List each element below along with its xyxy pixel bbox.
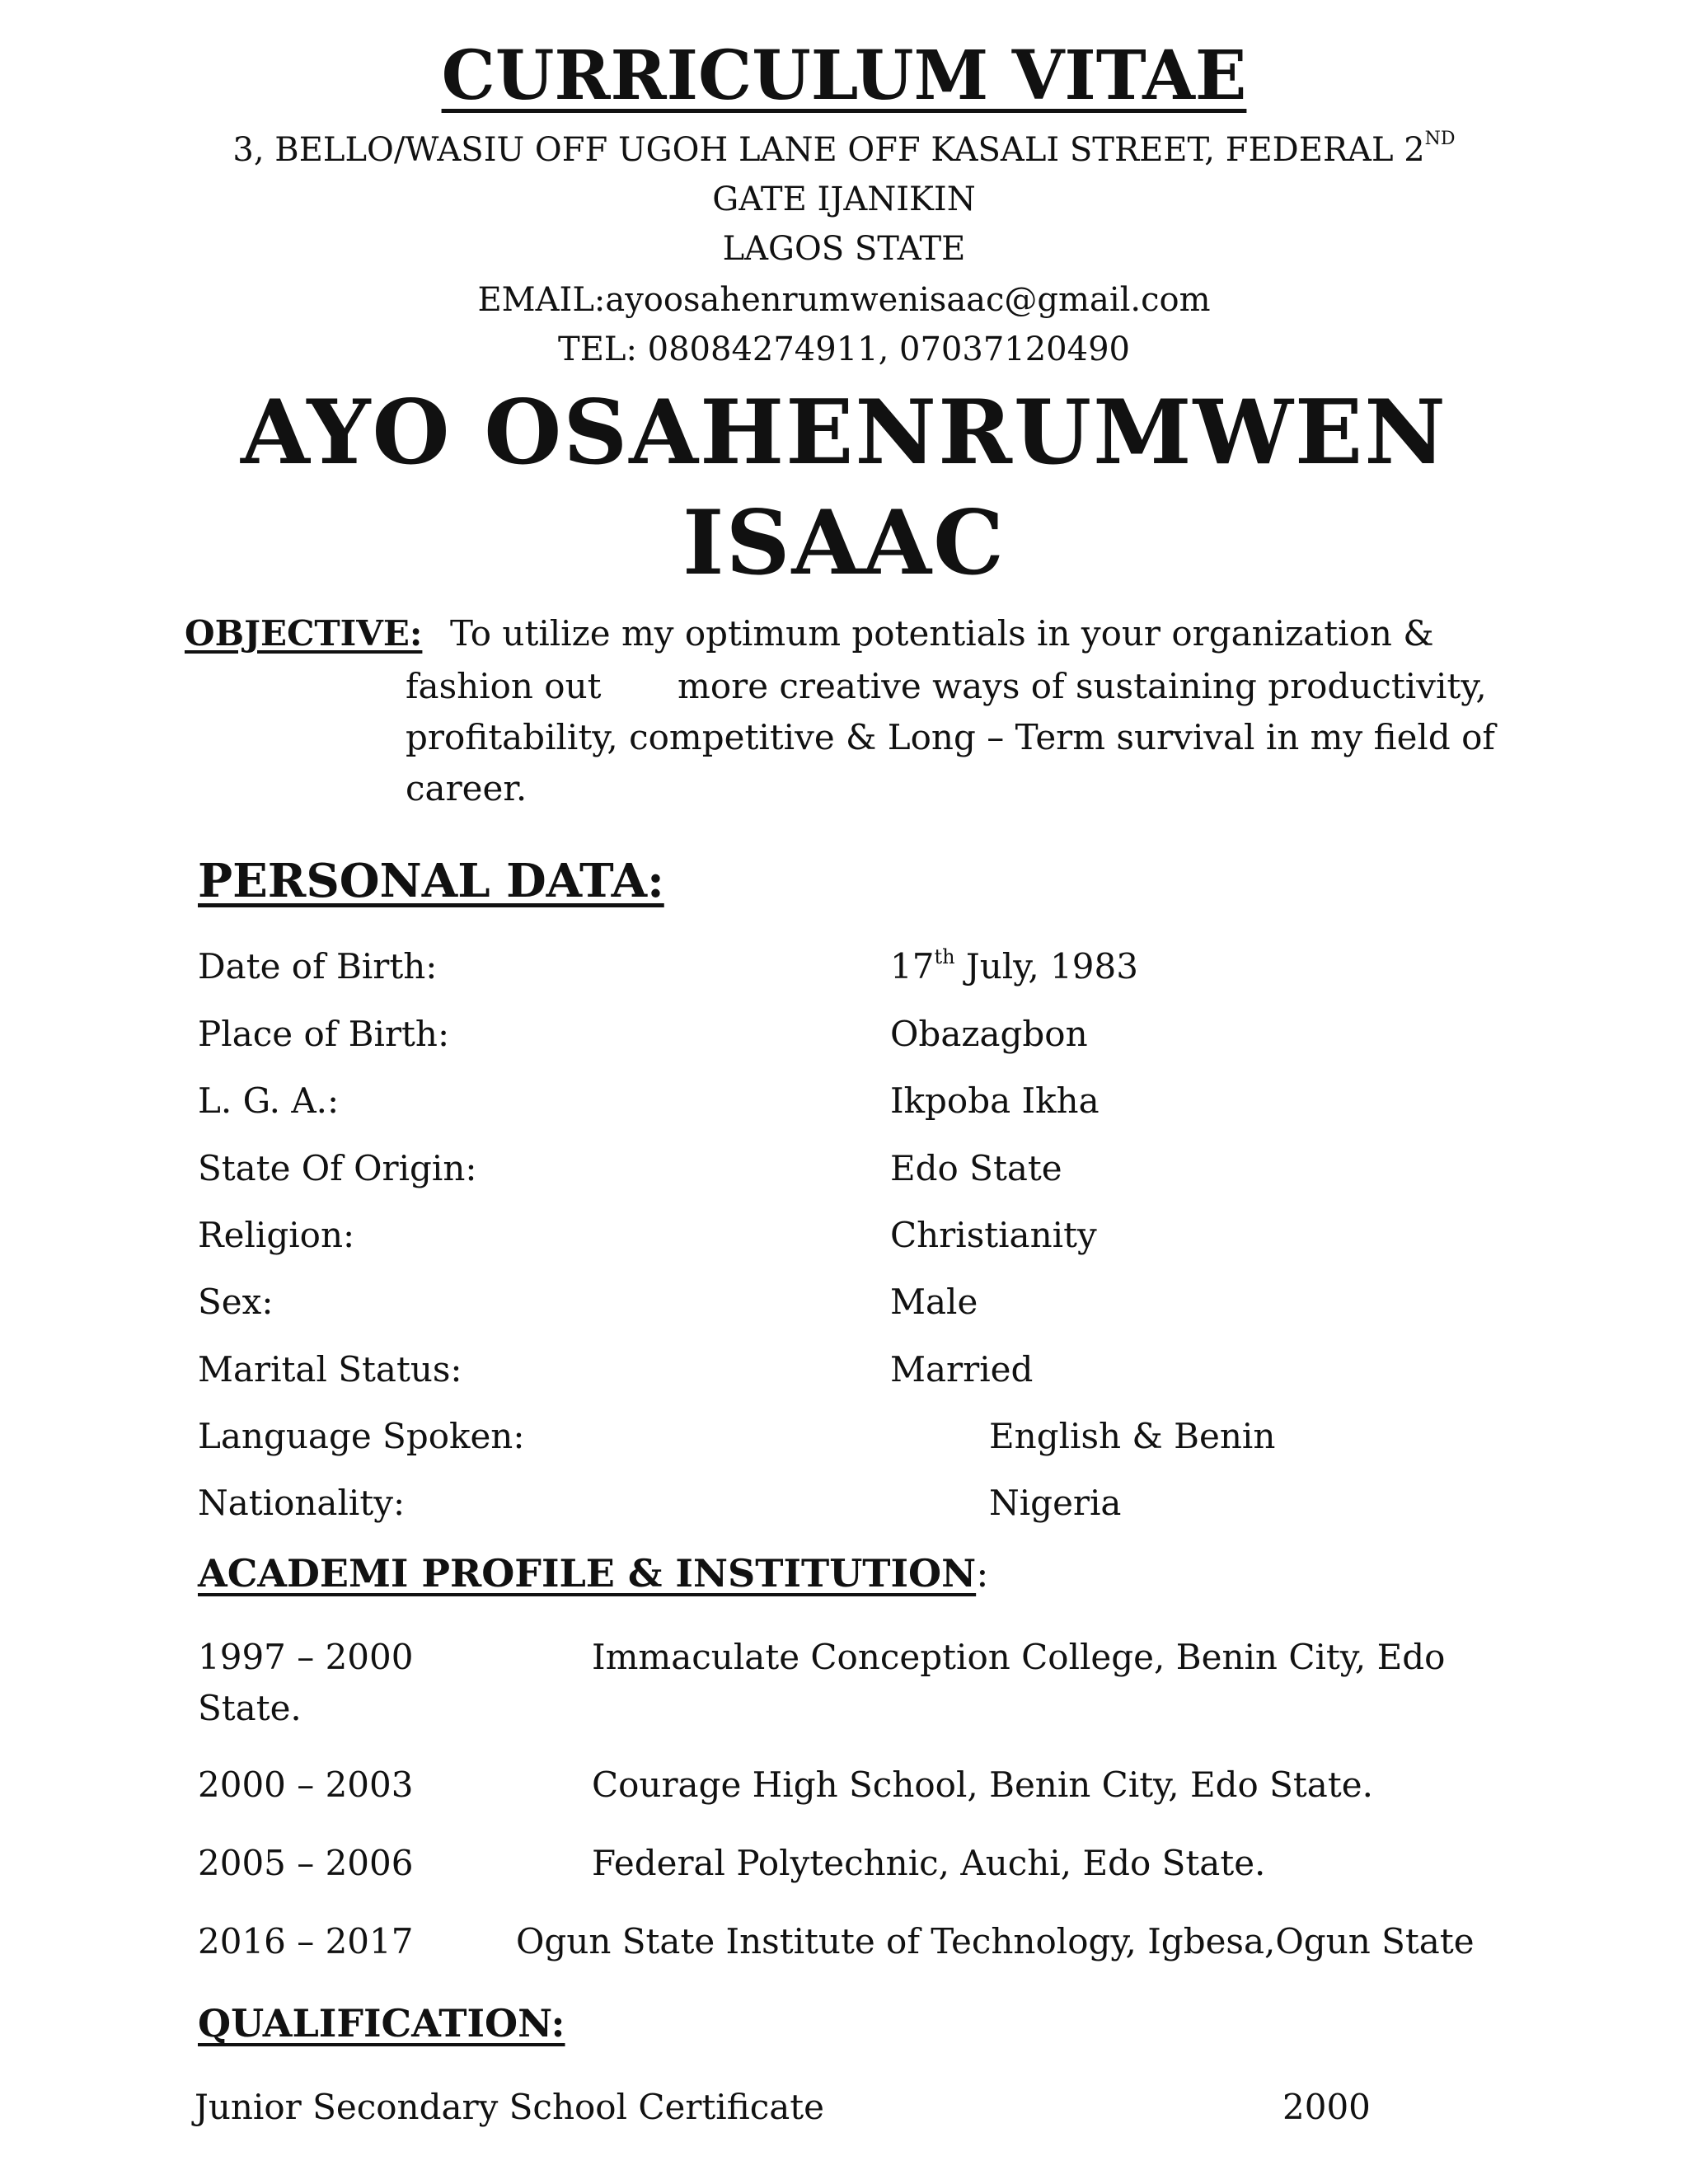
objective-text-line-3: profitability, competitive & Long – Term survival in my field of (406, 717, 1495, 757)
academic-institution-3: Federal Polytechnic, Auchi, Edo State. (592, 1843, 1266, 1883)
personal-value-date-of-birth (890, 946, 1138, 987)
applicant-name-line-1: AYO OSAHENRUMWEN (241, 381, 1447, 485)
address-line-1-text: 3, BELLO/WASIU OFF UGOH LANE OFF KASALI STREET, FEDERAL 2 (232, 131, 1425, 169)
academic-heading-colon: : (976, 1551, 989, 1596)
objective-text-line-1: To utilize my optimum potentials in your organization & (450, 613, 1434, 654)
academic-institution-2: Courage High School, Benin City, Edo State. (592, 1765, 1373, 1805)
dob-day-suffix: th (934, 945, 955, 968)
personal-value-place-of-birth: Obazagbon (890, 1014, 1088, 1054)
personal-label-state-of-origin: State Of Origin: (198, 1148, 477, 1188)
telephone-line: TEL: 08084274911, 07037120490 (558, 330, 1130, 368)
academic-years-3: 2005 – 2006 (198, 1843, 414, 1883)
qualification-heading: QUALIFICATION: (198, 2001, 565, 2046)
academic-institution-1-continued: State. (198, 1688, 302, 1728)
qualification-year-1: 2000 (1282, 2087, 1371, 2127)
academic-years-4: 2016 – 2017 (198, 1921, 414, 1961)
personal-value-state-of-origin: Edo State (890, 1148, 1062, 1188)
personal-value-language-spoken: English & Benin (989, 1416, 1276, 1456)
academic-heading (198, 1551, 989, 1596)
address-line-1-superscript: ND (1424, 129, 1456, 149)
address-line-2: GATE IJANIKIN (712, 180, 976, 218)
personal-label-date-of-birth: Date of Birth: (198, 946, 438, 987)
academic-heading-text: ACADEMI PROFILE & INSTITUTION (198, 1551, 977, 1596)
personal-label-lga: L. G. A.: (198, 1080, 340, 1121)
dob-day: 17 (890, 946, 935, 987)
academic-years-1: 1997 – 2000 (198, 1637, 414, 1677)
objective-text-line-2b: more creative ways of sustaining productivity, (678, 666, 1487, 706)
personal-label-nationality: Nationality: (198, 1483, 406, 1523)
address-line-1 (0, 125, 1688, 175)
qualification-name-1: Junior Secondary School Certificate (195, 2087, 825, 2127)
personal-value-nationality: Nigeria (989, 1483, 1122, 1523)
academic-institution-1: Immaculate Conception College, Benin City, Edo (592, 1637, 1446, 1677)
personal-label-sex: Sex: (198, 1282, 274, 1322)
personal-label-language-spoken: Language Spoken: (198, 1416, 525, 1456)
personal-data-heading: PERSONAL DATA: (198, 854, 664, 908)
objective-label: OBJECTIVE: (185, 613, 423, 654)
address-line-3: LAGOS STATE (722, 230, 966, 268)
academic-institution-4: Ogun State Institute of Technology, Igbesa,Ogun State (516, 1921, 1475, 1961)
personal-value-sex: Male (890, 1282, 978, 1322)
academic-years-2: 2000 – 2003 (198, 1765, 414, 1805)
personal-label-religion: Religion: (198, 1215, 355, 1255)
applicant-name-line-2: ISAAC (682, 491, 1006, 595)
document-title: CURRICULUM VITAE (441, 36, 1247, 115)
personal-value-religion: Christianity (890, 1215, 1097, 1255)
personal-value-marital-status: Married (890, 1349, 1034, 1390)
objective-text-line-4: career. (406, 768, 528, 808)
objective-text-line-2a: fashion out (406, 666, 602, 706)
personal-label-marital-status: Marital Status: (198, 1349, 462, 1390)
email-line: EMAIL:ayoosahenrumwenisaac@gmail.com (477, 281, 1211, 319)
dob-month-year: July, 1983 (954, 946, 1138, 987)
personal-label-place-of-birth: Place of Birth: (198, 1014, 450, 1054)
personal-value-lga: Ikpoba Ikha (890, 1080, 1100, 1121)
